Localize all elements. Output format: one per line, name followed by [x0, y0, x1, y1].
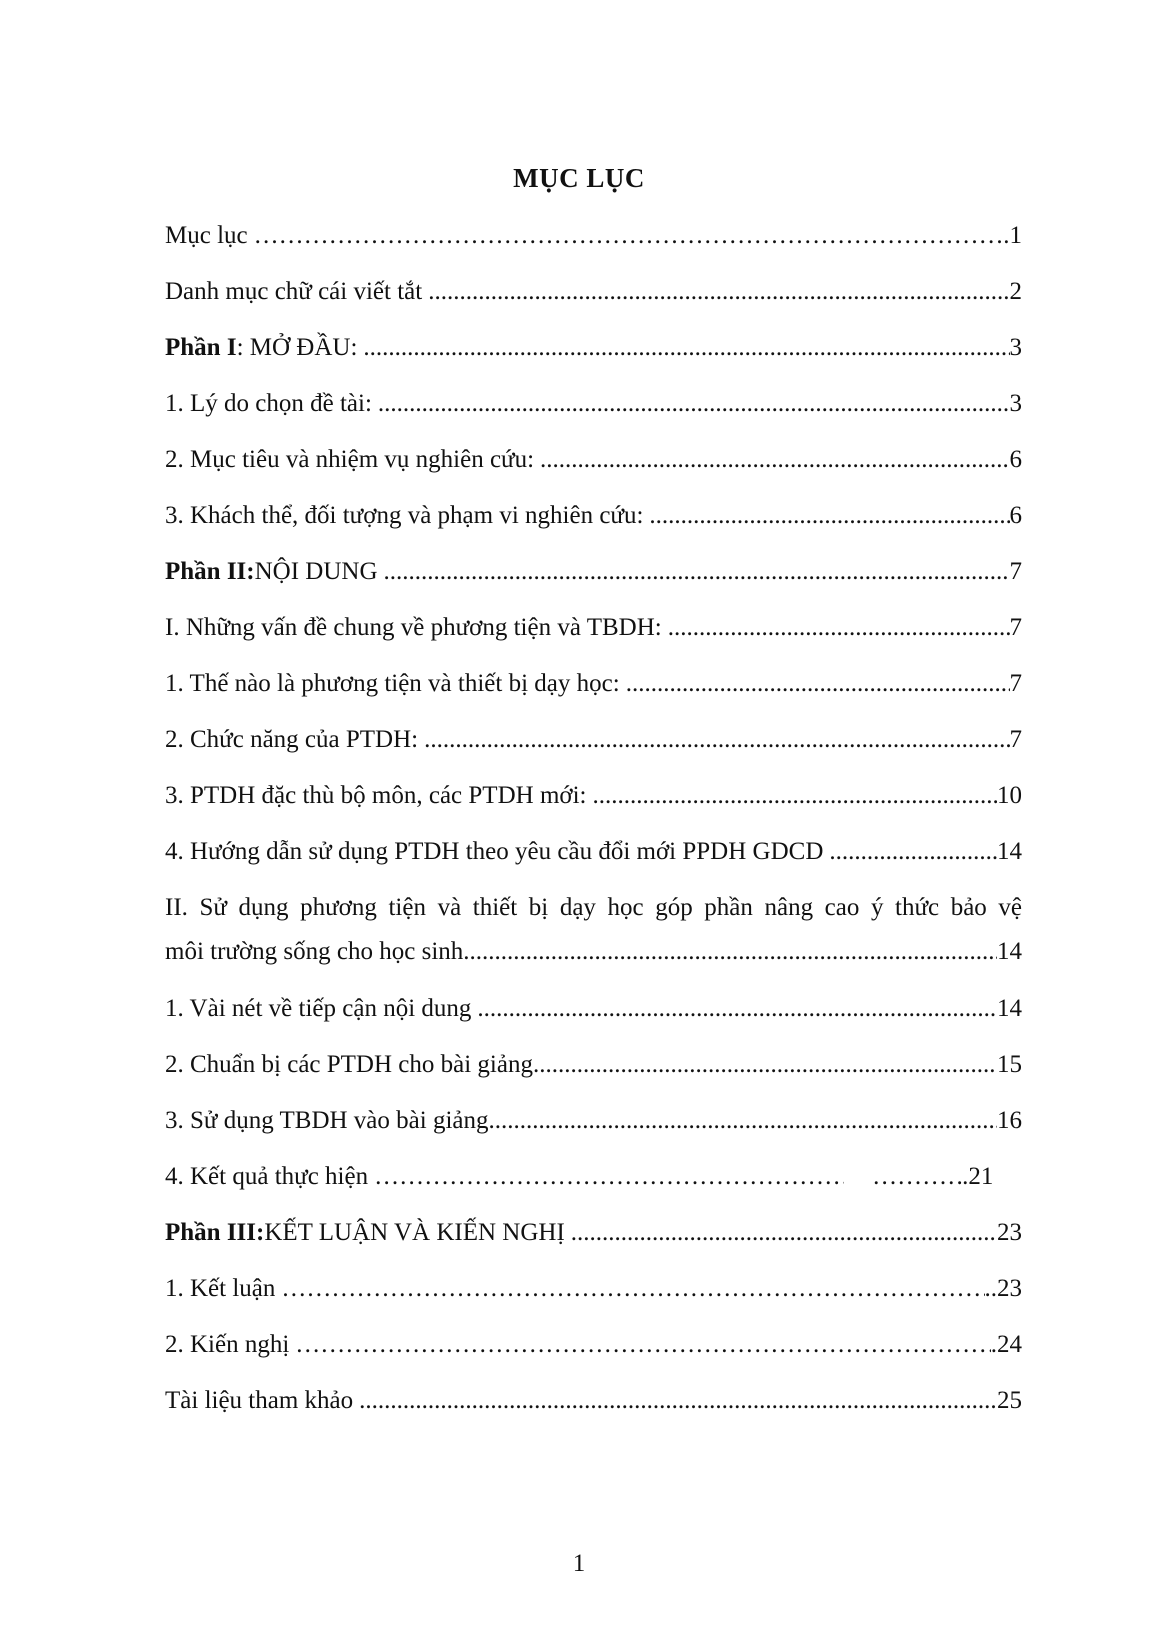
- toc-part-label: Phần II:: [165, 558, 255, 585]
- toc-page: 3: [1009, 334, 1022, 361]
- leader-dots: [363, 334, 1009, 362]
- toc-entry-2-II-1[interactable]: [165, 995, 1022, 1027]
- toc-page: 23: [997, 1219, 1022, 1246]
- toc-label-line2: môi trường sống cho học sinh: [165, 938, 464, 965]
- toc-label: 3. Sử dụng TBDH vào bài giảng: [165, 1107, 489, 1134]
- toc-label: NỘI DUNG: [254, 558, 378, 585]
- toc-page: 3: [1009, 390, 1022, 417]
- toc-label: 4. Kết quả thực hiện: [165, 1163, 369, 1190]
- toc-page: 14: [997, 938, 1022, 965]
- toc-entry-1-2[interactable]: [165, 446, 1022, 478]
- toc-label: 3. Khách thể, đối tượng và phạm vi nghiên cứu:: [165, 502, 644, 529]
- toc-page: 16: [997, 1107, 1022, 1134]
- leader-dots: [374, 1163, 844, 1191]
- toc-page: 2: [1009, 278, 1022, 305]
- toc-label: : MỞ ĐẦU:: [236, 334, 358, 361]
- toc-entry-phan-1[interactable]: [165, 334, 1022, 366]
- toc-page: 15: [997, 1051, 1022, 1078]
- leader-dots: [649, 502, 1009, 530]
- toc-page: 7: [1009, 670, 1022, 697]
- toc-part-label: Phần I: [165, 334, 237, 361]
- toc-page: ..23: [984, 1275, 1022, 1302]
- toc-page: .24: [990, 1331, 1022, 1358]
- toc-label: Danh mục chữ cái viết tắt: [165, 278, 423, 305]
- leader-dots: [593, 782, 998, 810]
- toc-page: .21: [962, 1163, 994, 1190]
- toc-entry-2-I-4[interactable]: [165, 838, 1022, 870]
- toc-page: 10: [997, 782, 1022, 809]
- leader-dots: [489, 1107, 998, 1135]
- toc-page: 14: [997, 995, 1022, 1022]
- toc-label: I. Những vấn đề chung về phương tiện và TBDH:: [165, 614, 662, 641]
- toc-label: 1. Lý do chọn đề tài:: [165, 390, 372, 417]
- toc-entry-2-I-1[interactable]: [165, 670, 1022, 702]
- leader-dots: [571, 1219, 997, 1247]
- leader-dots: [384, 558, 1010, 586]
- toc-entry-muc-luc[interactable]: [165, 222, 1022, 254]
- toc-label: 1. Kết luận: [165, 1275, 276, 1302]
- leader-dots: [378, 390, 1010, 418]
- toc-entry-tai-lieu[interactable]: [165, 1387, 1022, 1419]
- toc-entry-2-II-3[interactable]: [165, 1107, 1022, 1139]
- toc-label: 2. Chức năng của PTDH:: [165, 726, 419, 753]
- toc-entry-2-II-4[interactable]: [165, 1163, 1022, 1195]
- toc-entry-2-I-2[interactable]: [165, 726, 1022, 758]
- leader-dots: [359, 1387, 997, 1415]
- leader-dots: [872, 1163, 962, 1191]
- toc-entry-danh-muc[interactable]: [165, 278, 1022, 310]
- toc-label: 1. Thế nào là phương tiện và thiết bị dạy học:: [165, 670, 620, 697]
- toc-label: 4. Hướng dẫn sử dụng PTDH theo yêu cầu đổi mới PPDH GDCD: [165, 838, 824, 865]
- leader-dots: [829, 838, 997, 866]
- toc-label: 3. PTDH đặc thù bộ môn, các PTDH mới:: [165, 782, 587, 809]
- toc-entry-3-1[interactable]: [165, 1275, 1022, 1307]
- toc-entry-2-I-3[interactable]: [165, 782, 1022, 814]
- toc-page: 6: [1009, 446, 1022, 473]
- toc-label-line1: II. Sử dụng phương tiện và thiết bị dạy học góp phần nâng cao ý thức bảo vệ: [165, 894, 1022, 921]
- toc-entry-3-2[interactable]: [165, 1331, 1022, 1363]
- leader-dots: [254, 222, 1004, 250]
- leader-dots: [477, 995, 997, 1023]
- toc-page: .1: [1003, 222, 1022, 249]
- toc-label: 2. Chuẩn bị các PTDH cho bài giảng: [165, 1051, 533, 1078]
- toc-page: 14: [997, 838, 1022, 865]
- toc-label: 1. Vài nét về tiếp cận nội dung: [165, 995, 472, 1022]
- leader-dots: [626, 670, 1010, 698]
- leader-dots: [463, 938, 997, 966]
- toc-page: 7: [1009, 558, 1022, 585]
- toc-page: 6: [1009, 502, 1022, 529]
- toc-label: 2. Mục tiêu và nhiệm vụ nghiên cứu:: [165, 446, 535, 473]
- leader-dots: [424, 726, 1009, 754]
- leader-dots: [533, 1051, 997, 1079]
- toc-entry-2-II-2[interactable]: [165, 1051, 1022, 1083]
- toc-label: KẾT LUẬN VÀ KIẾN NGHỊ: [264, 1219, 565, 1246]
- toc-page: 7: [1009, 726, 1022, 753]
- leader-dots: [540, 446, 1009, 474]
- toc-page: 25: [997, 1387, 1022, 1414]
- leader-dots: [668, 614, 1010, 642]
- toc-part-label: Phần III:: [165, 1219, 265, 1246]
- toc-page: 7: [1009, 614, 1022, 641]
- page-number: 1: [572, 1550, 586, 1577]
- toc-label: Mục lục: [165, 222, 248, 249]
- toc-entry-1-3[interactable]: [165, 502, 1022, 534]
- toc-entry-phan-2[interactable]: [165, 558, 1022, 590]
- leader-dots: [281, 1275, 984, 1303]
- toc-label: 2. Kiến nghị: [165, 1331, 290, 1358]
- toc-entry-phan-3[interactable]: [165, 1219, 1022, 1251]
- leader-dots: [295, 1331, 990, 1359]
- toc-label: Tài liệu tham khảo: [165, 1387, 354, 1414]
- toc-entry-2-I[interactable]: [165, 614, 1022, 646]
- toc-entry-2-II[interactable]: [165, 894, 1022, 970]
- page-title: MỤC LỤC: [513, 163, 645, 193]
- leader-dots: [428, 278, 1009, 306]
- toc-entry-1-1[interactable]: [165, 390, 1022, 422]
